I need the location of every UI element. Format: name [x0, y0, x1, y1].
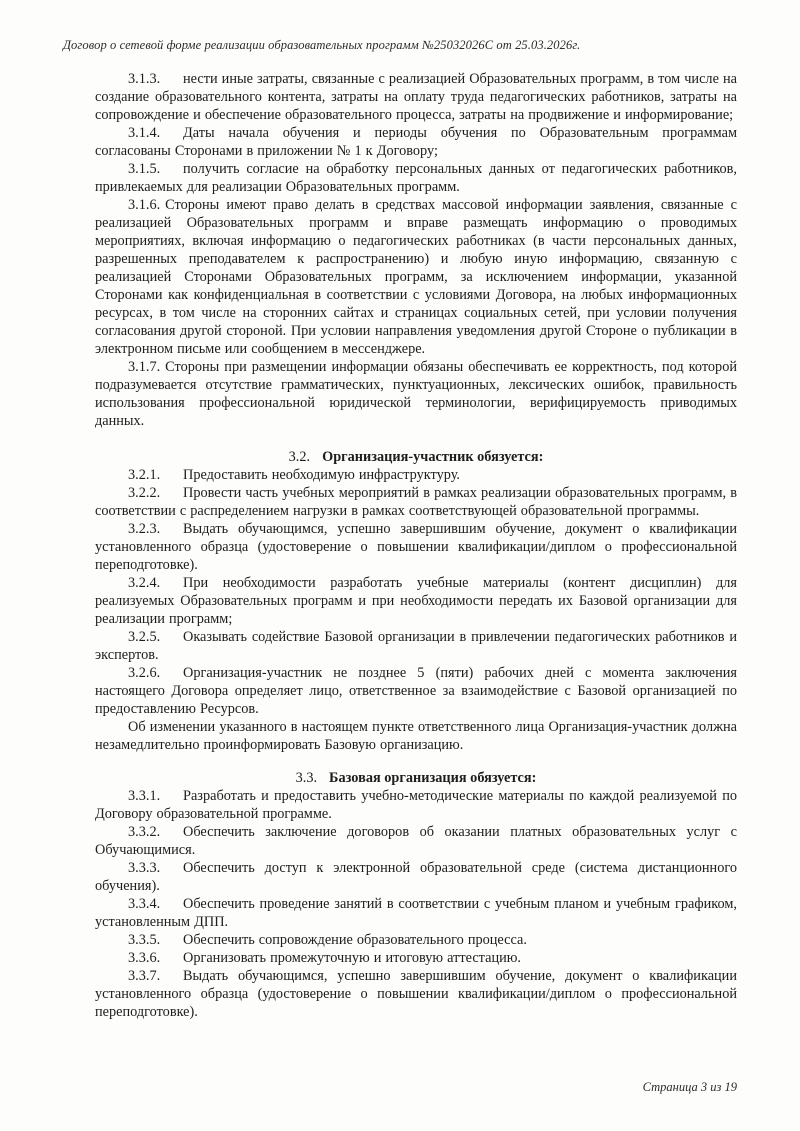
clause-3-1-6 [95, 196, 737, 358]
clause-text: Оказывать содействие Базовой организации в привлечении педагогических работников и экспертов. [95, 629, 737, 663]
clause-text: Выдать обучающимся, успешно завершившим обучение, документ о квалификации установленного образца (удостоверение о повышении квалификации/диплом о профессиональной переподготовке). [95, 968, 737, 1020]
section-title: Базовая организация обязуется: [329, 770, 537, 786]
clause-3-2-5 [95, 628, 737, 664]
clause-3-3-4 [95, 895, 737, 931]
clause-text: Выдать обучающимся, успешно завершившим обучение, документ о квалификации установленного образца (удостоверение о повышении квалификации/диплом о профессиональной переподготовке). [95, 521, 737, 573]
clause-text: Провести часть учебных мероприятий в рамках реализации образовательных программ, в соответствии с распределением нагрузки в рамках соответствующей образовательной программы. [95, 485, 737, 519]
clause-text: нести иные затраты, связанные с реализацией Образовательных программ, в том числе на создание образовательного контента, затраты на оплату труда педагогических работников, затраты на сопровождение и обеспечение образовательного процесса, затраты на продвижение и информирование; [95, 71, 737, 123]
clause-3-2-1 [95, 466, 737, 484]
clause-number: 3.3.5. [128, 932, 161, 948]
clause-3-1-4 [95, 124, 737, 160]
page-footer: Страница 3 из 19 [642, 1080, 737, 1094]
section-title: Организация-участник обязуется: [322, 449, 544, 465]
section-number: 3.2. [288, 449, 311, 465]
section-3-3-heading [95, 769, 737, 787]
clause-3-3-5 [95, 931, 737, 949]
clause-number: 3.1.7. [128, 359, 161, 375]
clause-3-3-3 [95, 859, 737, 895]
section-3-2-heading [95, 448, 737, 466]
clause-text: Обеспечить доступ к электронной образовательной среде (система дистанционного обучения). [95, 860, 737, 894]
clause-number: 3.2.3. [128, 521, 161, 537]
section-number: 3.3. [295, 770, 318, 786]
document-header: Договор о сетевой форме реализации образовательных программ №25032026С от 25.03.2026г. [63, 38, 581, 52]
clause-text: Обеспечить заключение договоров об оказании платных образовательных услуг с Обучающимися. [95, 824, 737, 858]
clause-text: Разработать и предоставить учебно-методические материалы по каждой реализуемой по Договору образовательной программе. [95, 788, 737, 822]
clause-number: 3.1.4. [128, 125, 161, 141]
clause-3-2-6-note: Об изменении указанного в настоящем пункте ответственного лица Организация-участник должна незамедлительно проинформировать Базовую организацию. [95, 719, 737, 753]
clause-3-3-2 [95, 823, 737, 859]
clause-3-1-7 [95, 358, 737, 430]
clause-number: 3.2.5. [128, 629, 161, 645]
clause-number: 3.3.3. [128, 860, 161, 876]
clause-3-2-4 [95, 574, 737, 628]
clause-3-1-3 [95, 70, 737, 124]
clause-3-3-7 [95, 967, 737, 1021]
clause-text: Организация-участник не позднее 5 (пяти) рабочих дней с момента заключения настоящего Договора определяет лицо, ответственное за взаимодействие с Базовой организацией по предоставлению Ресурсов. [95, 665, 737, 717]
clause-number: 3.3.4. [128, 896, 161, 912]
clause-number: 3.3.1. [128, 788, 161, 804]
clause-number: 3.2.6. [128, 665, 161, 681]
clause-number: 3.1.5. [128, 161, 161, 177]
clause-3-2-2 [95, 484, 737, 520]
clause-text: Даты начала обучения и периоды обучения по Образовательным программам согласованы Сторонами в приложении № 1 к Договору; [95, 125, 737, 159]
clause-3-1-5 [95, 160, 737, 196]
clause-text: Стороны при размещении информации обязаны обеспечивать ее корректность, под которой подразумевается отсутствие грамматических, пунктуационных, лексических ошибок, правильность использования профессиональной юридической терминологии, верифицируемость приводимых данных. [95, 359, 737, 429]
clause-text: Обеспечить проведение занятий в соответствии с учебным планом и учебным графиком, установленным ДПП. [95, 896, 737, 930]
clause-number: 3.1.3. [128, 71, 161, 87]
clause-number: 3.1.6. [128, 197, 161, 213]
clause-text: получить согласие на обработку персональных данных от педагогических работников, привлекаемых для реализации Образовательных программ. [95, 161, 737, 195]
clause-text: Организовать промежуточную и итоговую аттестацию. [183, 950, 522, 966]
clause-number: 3.2.2. [128, 485, 161, 501]
clause-number: 3.2.4. [128, 575, 161, 591]
clause-text: Обеспечить сопровождение образовательного процесса. [183, 932, 527, 948]
clause-3-3-1 [95, 787, 737, 823]
clause-3-2-6 [95, 664, 737, 718]
clause-3-3-6 [95, 949, 737, 967]
clause-number: 3.2.1. [128, 467, 161, 483]
clause-text: При необходимости разработать учебные материалы (контент дисциплин) для реализуемых Образовательных программ и при необходимости передать их Базовой организации для реализации программ; [95, 575, 737, 627]
clause-number: 3.3.2. [128, 824, 161, 840]
clause-number: 3.3.6. [128, 950, 161, 966]
clause-text: Предоставить необходимую инфраструктуру. [183, 467, 461, 483]
document-body [95, 70, 737, 1021]
clause-text: Стороны имеют право делать в средствах массовой информации заявления, связанные с реализацией Образовательных программ и вправе размещать информацию о проводимых мероприятиях, включая информацию о педагогических работниках (в части персональных данных, разрешенных преподавателем к распространению) и любую иную информацию, связанную с реализацией Сторонами Образовательных программ, за исключением информации, указанной Сторонами как конфиденциальная в соответствии с условиями Договора, на любых информационных ресурсах, в том числе на сторонних сайтах и страницах социальных сетей, при условии получения согласования другой стороной. При условии направления уведомления другой Стороне о публикации в электронном письме или сообщением в мессенджере. [95, 197, 737, 357]
clause-number: 3.3.7. [128, 968, 161, 984]
clause-3-2-3 [95, 520, 737, 574]
